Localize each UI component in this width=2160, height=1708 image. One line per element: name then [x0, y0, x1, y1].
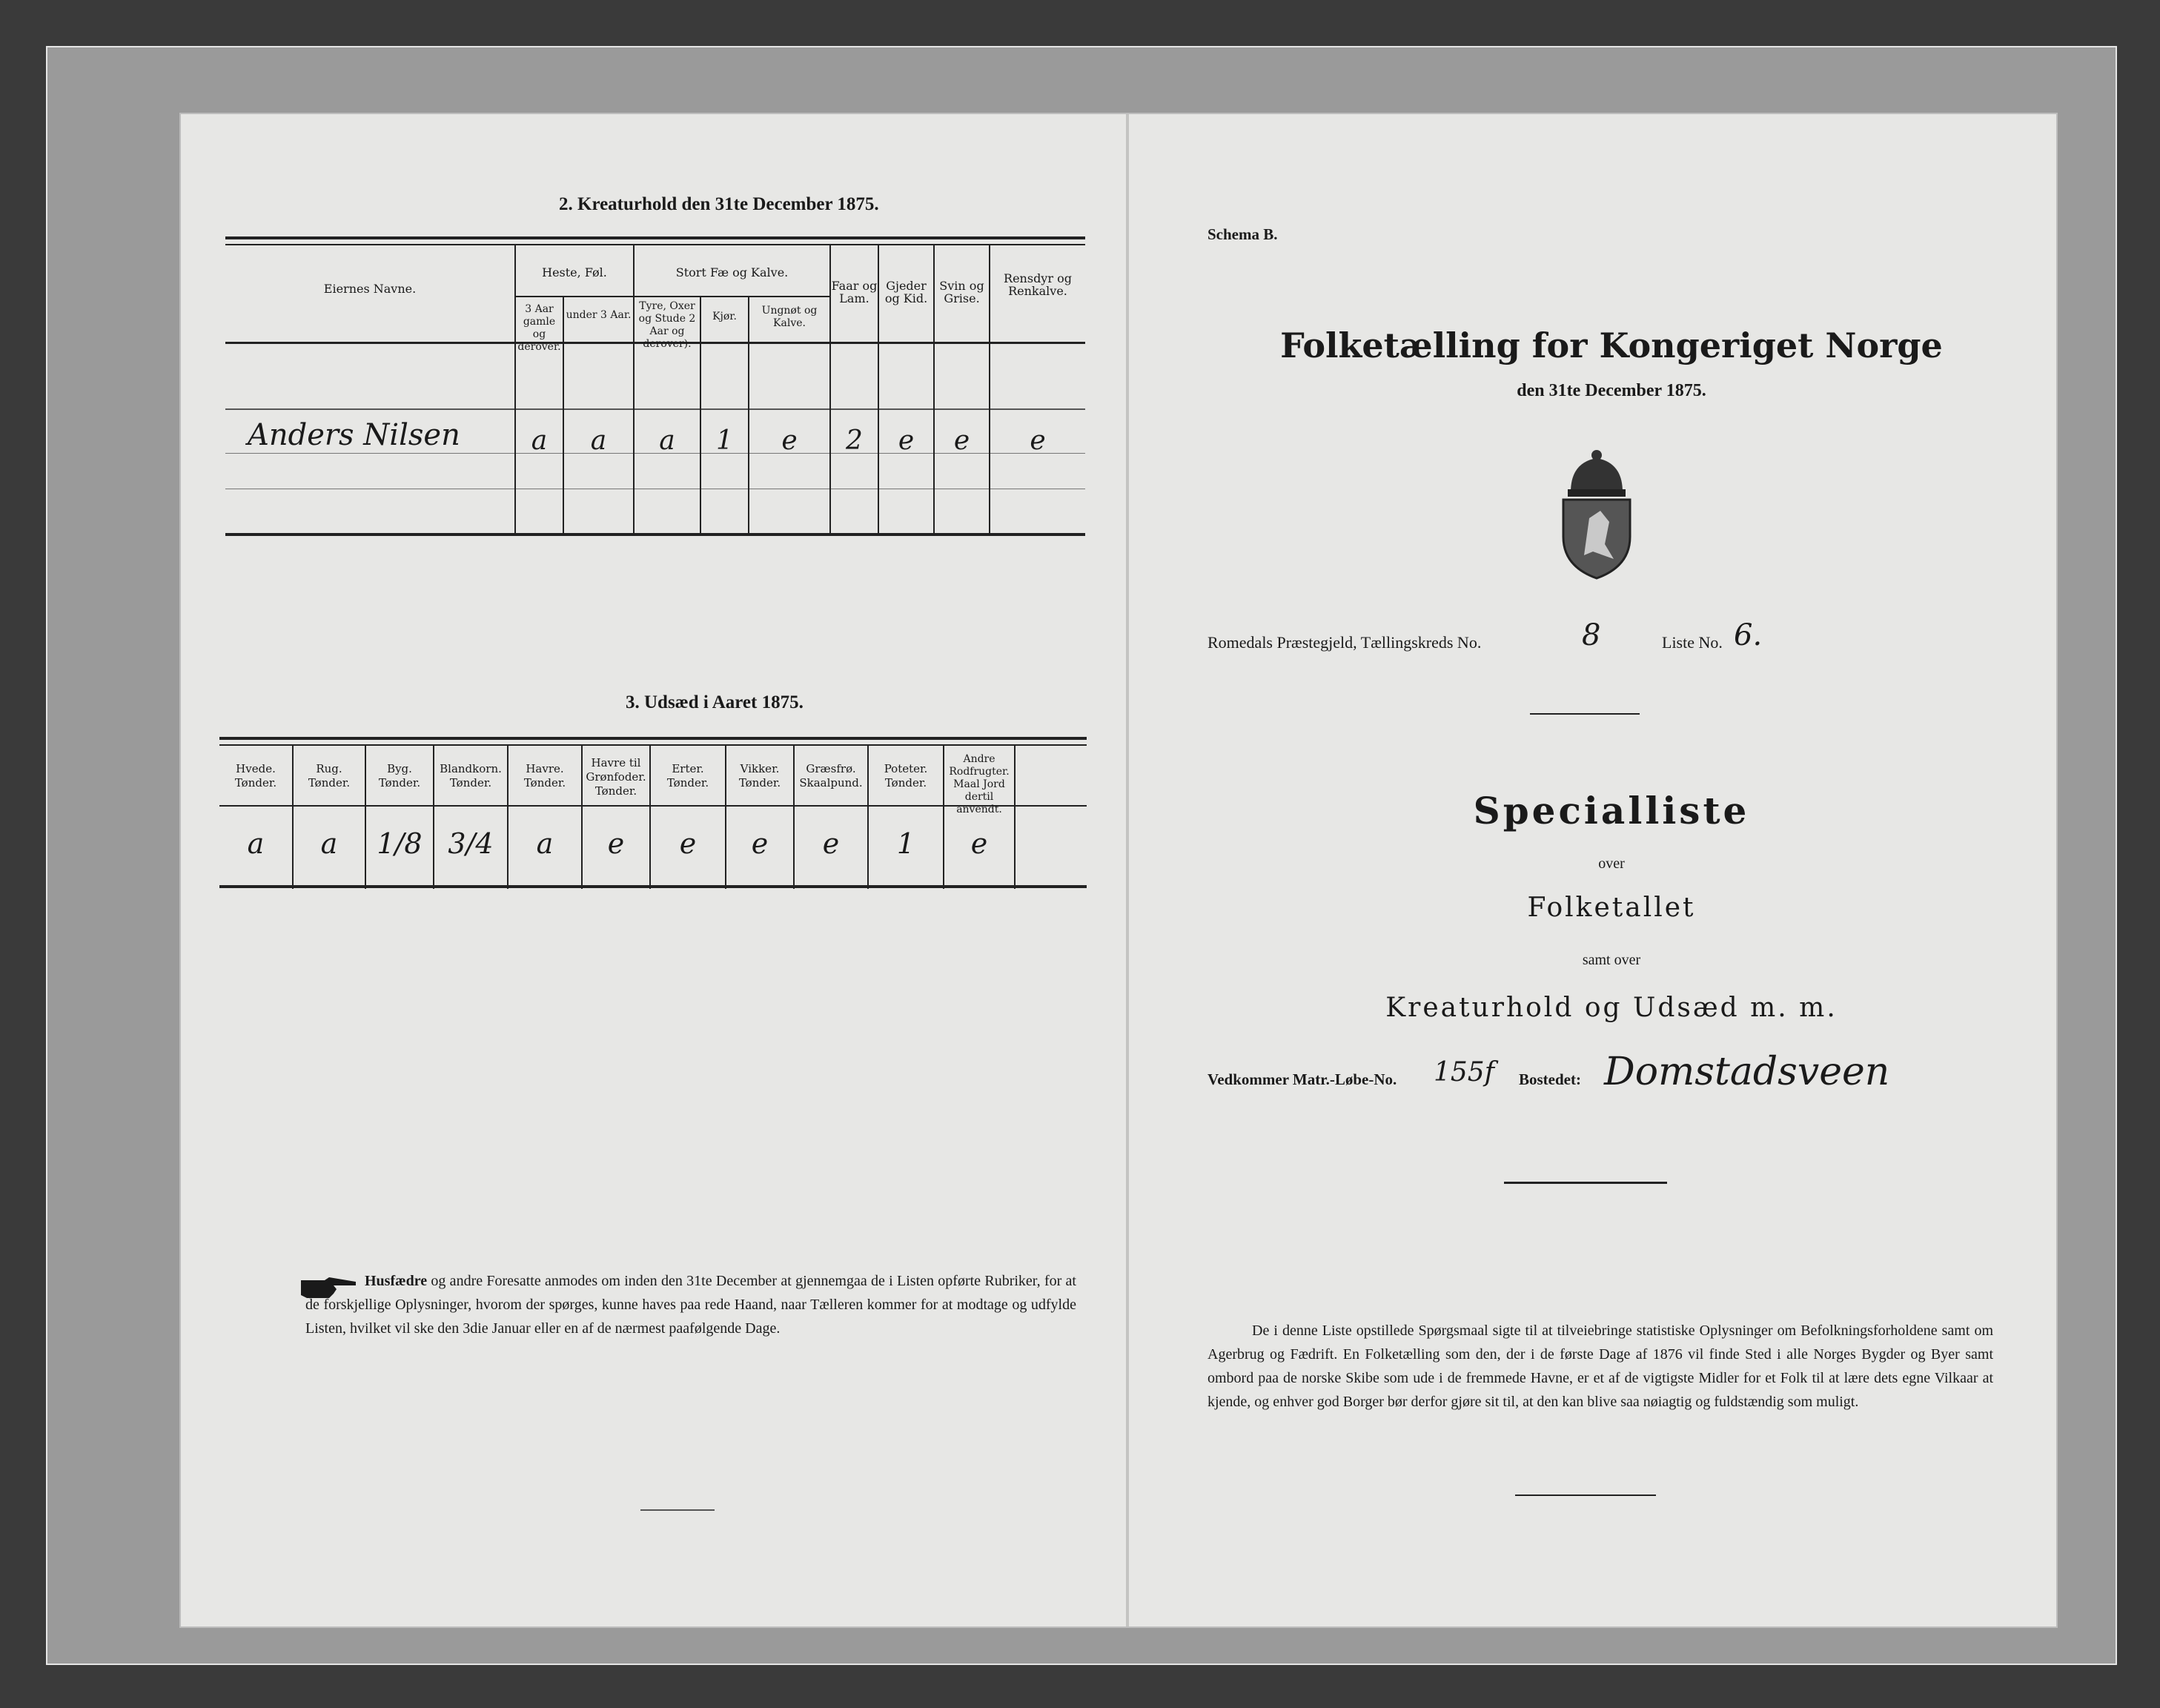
owner-name: Anders Nilsen	[248, 418, 460, 452]
instructions-notice	[305, 1269, 1076, 1340]
seed-hdr: Havre til Grønfoder. Tønder.	[586, 756, 646, 798]
livestock-cell: e	[781, 426, 798, 456]
livestock-cell: a	[531, 426, 548, 456]
hdr-tyre: Tyre, Oxer og Stude 2 Aar og derover).	[638, 300, 696, 350]
livestock-section-title: 2. Kreaturhold den 31te December 1875.	[559, 194, 879, 214]
hdr-rensdyr: Rensdyr og Renkalve.	[1004, 271, 1072, 298]
census-title: Folketælling for Kongeriget Norge	[1280, 325, 1943, 365]
matr-no: 155f	[1434, 1057, 1495, 1088]
bostedet-label: Bostedet:	[1519, 1070, 1581, 1088]
liste-label: Liste No.	[1662, 633, 1723, 652]
livestock-cell: 2	[846, 426, 863, 456]
census-date: den 31te December 1875.	[1517, 381, 1706, 400]
hdr-owner: Eiernes Navne.	[323, 282, 417, 296]
seed-hdr: Rug. Tønder.	[308, 762, 351, 790]
seed-cell: e	[679, 827, 697, 860]
seed-hdr: Byg. Tønder.	[378, 762, 421, 790]
divider	[1530, 713, 1640, 715]
seed-section-title: 3. Udsæd i Aaret 1875.	[626, 692, 804, 712]
notice-text: og andre Foresatte anmodes om inden den 31te December at gjennemgaa de i Listen opførte Rubriker, for at de forskjellige Oplysninger, hvorom der spørges, kunne haves paa rede Haand, naar Tælleren kommer for at modtage og udfylde Listen, hvilket vil ske den 3die Januar eller en af de nærmest paafølgende Dage.	[305, 1273, 1076, 1337]
divider	[1504, 1182, 1667, 1184]
seed-cell: 1/8	[377, 827, 423, 860]
seed-cell: e	[751, 827, 769, 860]
notice-lead: Husfædre	[365, 1273, 428, 1289]
seed-cell: a	[247, 827, 265, 860]
liste-no: 6.	[1734, 618, 1763, 652]
livestock-cell: a	[590, 426, 607, 456]
seed-hdr: Vikker. Tønder.	[738, 762, 781, 790]
hdr-faar: Faar og Lam.	[831, 279, 878, 305]
seed-hdr: Poteter. Tønder.	[884, 762, 928, 790]
seed-hdr: Hvede. Tønder.	[234, 762, 277, 790]
kreds-no: 8	[1582, 618, 1601, 652]
page-fold	[1126, 114, 1129, 1626]
seed-cell: 3/4	[448, 827, 494, 860]
livestock-table	[225, 236, 1085, 537]
livestock-cell: e	[1030, 426, 1046, 456]
coat-of-arms-icon	[1556, 448, 1637, 581]
schema-label: Schema B.	[1207, 225, 1278, 243]
parish: Romedals Præstegjeld,	[1207, 633, 1357, 652]
seed-cell: a	[320, 827, 338, 860]
hdr-kjer: Kjør.	[712, 311, 737, 322]
folketallet-heading: Folketallet	[1527, 893, 1696, 923]
archive-mount	[46, 46, 2117, 1665]
census-sheet	[181, 114, 2056, 1626]
hdr-gjeder: Gjeder og Kid.	[884, 279, 928, 305]
footer-explanation: De i denne Liste opstillede Spørgsmaal sigte til at tilveiebringe statistiske Oplysninger om Befolkningsforholdene samt om Agerbrug og Fædrift. En Folketælling som den, der i de første Dage af 1876 vil finde Sted i alle Norges Bygder og Byer samt ombord paa de norske Skibe som ude i de fremmede Havne, er et af de vigtigste Midler for et Folk til at lære dets egne Vilkaar at kjende, og enhver god Borger bør derfor gjøre sit til, at den kan blive saa nøiagtig og fuldstændig som muligt.	[1207, 1323, 1993, 1410]
samt-over-label: samt over	[1582, 952, 1641, 968]
hdr-heste: Heste, Føl.	[542, 265, 607, 279]
seed-cell: a	[536, 827, 554, 860]
district-line	[1207, 633, 1481, 652]
matr-label: Vedkommer Matr.-Løbe-No.	[1207, 1070, 1397, 1088]
kreaturhold-heading: Kreaturhold og Udsæd m. m.	[1385, 993, 1838, 1023]
seed-cell: e	[822, 827, 840, 860]
seed-table	[219, 737, 1087, 889]
over-label: over	[1598, 855, 1625, 872]
hdr-stort: Stort Fæ og Kalve.	[675, 265, 789, 279]
seed-hdr: Blandkorn. Tønder.	[440, 762, 502, 790]
hdr-svin: Svin og Grise.	[939, 279, 984, 305]
livestock-cell: e	[898, 426, 915, 456]
specialliste-heading: Specialliste	[1473, 789, 1750, 833]
seed-hdr: Andre Rodfrugter. Maal Jord dertil anvendt.	[949, 753, 1010, 815]
bostedet-value: Domstadsveen	[1604, 1050, 1890, 1094]
seed-cell: e	[607, 827, 625, 860]
divider	[1515, 1494, 1656, 1496]
seed-hdr: Erter. Tønder.	[666, 762, 709, 790]
kreds-label: Tællingskreds No.	[1360, 633, 1482, 652]
livestock-cell: e	[953, 426, 970, 456]
divider	[640, 1509, 715, 1511]
seed-cell: 1	[896, 827, 915, 860]
seed-hdr: Græsfrø. Skaalpund.	[799, 762, 863, 790]
livestock-cell: 1	[716, 426, 733, 456]
seed-cell: e	[970, 827, 988, 860]
hdr-heste-young: under 3 Aar.	[566, 309, 632, 321]
livestock-cell: a	[659, 426, 675, 456]
seed-hdr: Havre. Tønder.	[523, 762, 566, 790]
hdr-ungnot: Ungnøt og Kalve.	[761, 305, 818, 329]
hdr-heste-old: 3 Aar gamle og derover.	[517, 303, 561, 353]
